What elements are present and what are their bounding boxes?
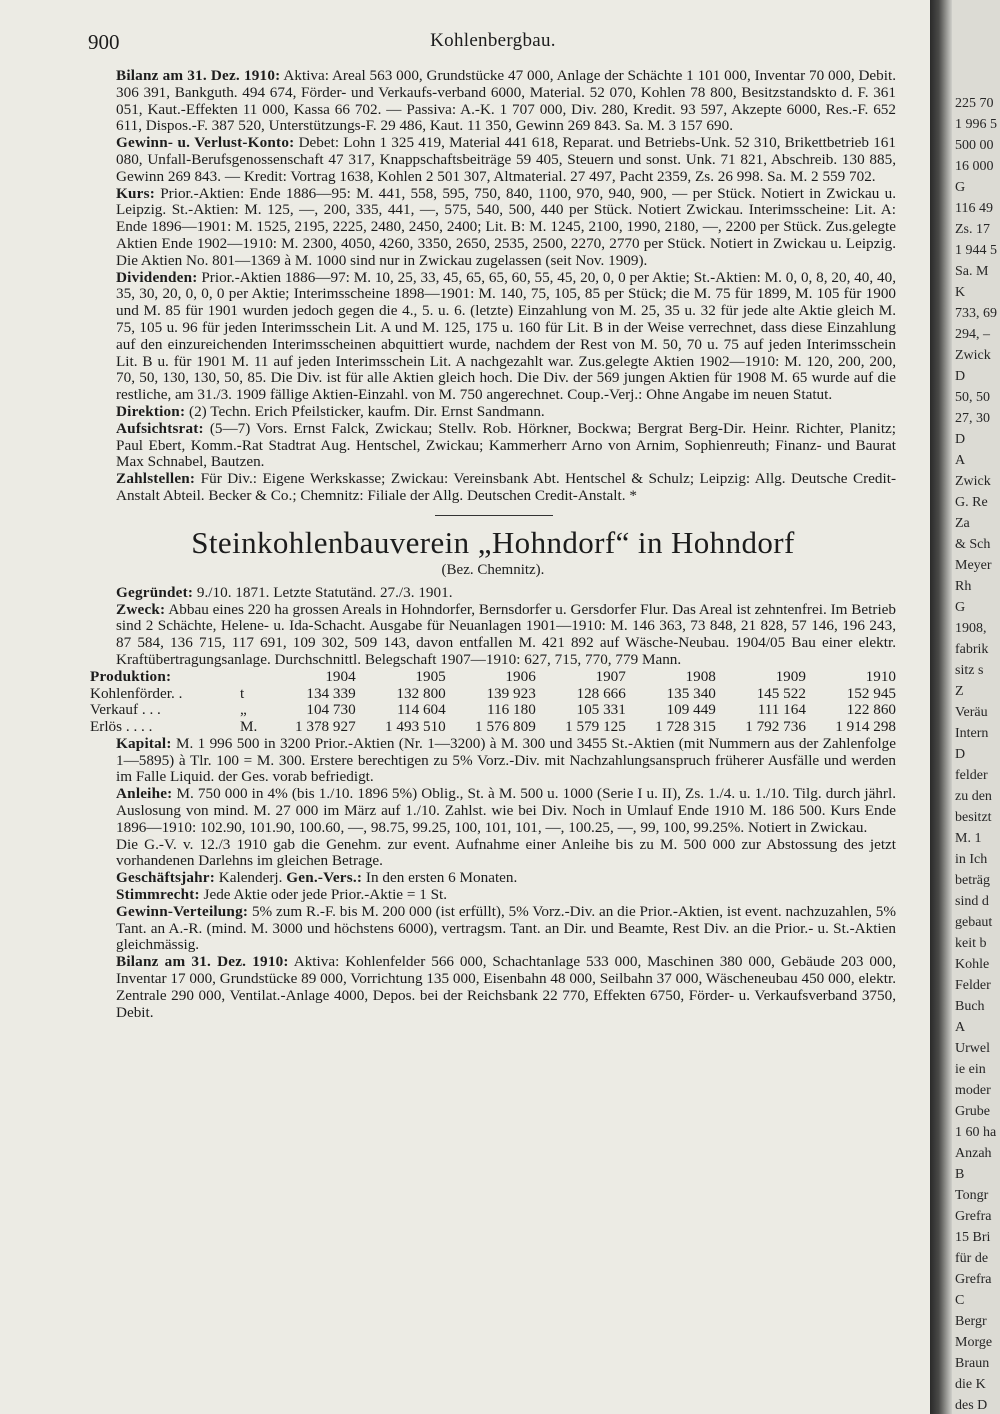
adjacent-page-fragment: D [955,432,966,447]
adjacent-page-fragment: Tongr [955,1188,989,1203]
adjacent-page-fragment: 500 00 [955,138,994,153]
adjacent-page-fragment: des D [955,1398,988,1413]
prev-dividenden-label: Dividenden: [116,268,198,286]
zweck-text: Abbau eines 220 ha grossen Areals in Hohndorfer, Bernsdorfer u. Gersdorfer Flur. Das Areal ist zehntenfrei. Im Betrieb sind 2 Schächte, Helene- u. Ida-Schacht. Ausgabe für Neuanlagen 1901—1910: M. 146 363, 73 848, 21 828, 57 146, 196 243, 87 584, 136 715, 117 691, 109 302, 509 143, davon entfallen M. 421 892 auf Wäsche-Neubau. 1904/05 Bau einer elektr. Kraftübertragungsanlage. Durchschnittl. Belegschaft 1907—1910: 627, 715, 770, 779 Mann. [116,600,896,668]
value-cell: 134 339 [306,684,356,702]
value-cell: 111 164 [757,701,806,719]
anleihe-paragraph [90,786,896,836]
adjacent-page-fragment: B [955,1167,965,1182]
year-cell: 1907 [595,667,626,685]
value-cell: 104 730 [306,701,356,719]
value-cell: 116 180 [487,701,536,719]
prev-direktion-paragraph [90,404,896,421]
adjacent-page-fragment: Anzah [955,1146,992,1161]
year-cell: 1906 [505,667,536,685]
section-divider [90,507,896,519]
adjacent-page-fragment: Grefra [955,1272,992,1287]
gegruendet-label: Gegründet: [116,583,194,601]
adjacent-page-fragment: M. 1 [955,831,982,846]
table-row [90,702,896,719]
adjacent-page-fragment: Intern [955,726,989,741]
value-cell: 1 493 510 [385,718,446,736]
adjacent-page-fragment: Grube [955,1104,990,1119]
value-cell: 1 792 736 [745,718,806,736]
produktion-label: Produktion: [90,667,172,685]
value-cell: 139 923 [486,684,536,702]
geschaeftsjahr-paragraph [90,870,896,887]
year-cell: 1909 [775,667,806,685]
adjacent-page-fragment: keit b [955,936,987,951]
adjacent-page-fragment: A [955,453,966,468]
adjacent-page-fragment: Meyer [955,558,992,573]
text-column [90,68,896,1021]
adjacent-page-fragment: Grefra [955,1209,992,1224]
value-cell: 109 449 [666,701,716,719]
row-unit: „ [240,701,247,719]
adjacent-page-fragment: G. Re [955,495,988,510]
adjacent-page-fragment: ie ein [955,1062,986,1077]
book-gutter [930,0,952,1414]
adjacent-page-fragment: Z [955,684,964,699]
adjacent-page-fragment: beträg [955,873,990,888]
gewinn-verteilung-label: Gewinn-Verteilung: [116,902,249,920]
prev-dividenden-paragraph [90,270,896,404]
row-unit: t [240,684,245,702]
prev-zahlstellen-paragraph [90,471,896,505]
year-cell: 1908 [685,667,716,685]
adjacent-page-fragment: A [955,1020,966,1035]
bilanz-label: Bilanz am 31. Dez. 1910: [116,953,289,971]
adjacent-page-fragment: Kohle [955,957,990,972]
year-cell: 1910 [865,667,896,685]
adjacent-page-fragment: Rh [955,579,972,594]
adjacent-page-fragment: 27, 30 [955,411,990,426]
produktion-table [90,669,896,736]
stimmrecht-text: Jede Aktie oder jede Prior.-Aktie = 1 St. [203,886,448,904]
adjacent-page-fragment: Zs. 17 [955,222,990,237]
adjacent-page-fragment: 733, 69 [955,306,997,321]
adjacent-page-fragment: die K [955,1377,986,1392]
adjacent-page-fragment: sind d [955,894,989,909]
adjacent-page-fragment: K [955,285,966,300]
kapital-paragraph [90,736,896,786]
adjacent-page-fragment: Urwel [955,1041,990,1056]
gewinn-verteilung-text: 5% zum R.-F. bis M. 200 000 (ist erfüllt), 5% Vorz.-Div. an die Prior.-Aktien, ist event. nachzuzahlen, 5% Tant. an A.-R. (mind. M. 3000 und höchstens 6000), vertragsm. Tant. an Dir. und Beamte, Rest Div. an die Prior.- u. St.-Aktien gleichmässig. [116,902,896,954]
adjacent-page-fragment: felder [955,768,988,783]
adjacent-page-fragment: zu den [955,789,992,804]
adjacent-page-fragment: Zwick [955,348,991,363]
gen-vers-label: Gen.-Vers.: [286,869,363,887]
adjacent-page-fragment: Za [955,516,970,531]
adjacent-page-fragment: Bergr [955,1314,987,1329]
year-cell: 1904 [325,667,356,685]
kapital-label: Kapital: [116,734,172,752]
prev-bilanz-text: Aktiva: Areal 563 000, Grundstücke 47 000, Anlage der Schächte 1 101 000, Inventar 70 000, Debit. 306 391, Bankguth. 494 674, Förder- und Verkaufs-verband 6000, Material. 52 070, Kohlen 78 800, Besitzstandskto d. F. 361 051, Kaut.-Effekten 11 000, Kassa 66 702. — Passiva: A.-K. 1 707 000, Div. 280, Kredit. 93 597, Akzepte 6000, Res.-F. 652 611, Dispos.-F. 387 520, Unterstützungs-F. 29 486, Kaut. 11 350, Gewinn 269 843. Sa. M. 3 157 690. [116,67,896,135]
row-name: Kohlenförder. . [90,684,183,702]
prev-aufsichtsrat-label: Aufsichtsrat: [116,419,204,437]
bilanz-text: Aktiva: Kohlenfelder 566 000, Schachtanlage 533 000, Maschinen 380 000, Gebäude 203 000, Inventar 17 000, Grundstücke 89 000, Vorrichtung 135 000, Eisenbahn 48 000, Seilbahn 37 000, Wäscheneubau 450 000, elektr. Zentrale 290 000, Ventilat.-Anlage 4000, Depos. bei der Reichsbank 22 770, Effekten 6750, Förder- u. Verkaufsverband 3750, Debit. [116,953,896,1021]
adjacent-page-strip [952,0,1000,1414]
value-cell: 122 860 [846,701,896,719]
adjacent-page-fragment: & Sch [955,537,991,552]
adjacent-page-fragment: Braun [955,1356,990,1371]
row-name: Verkauf . . . [90,701,161,719]
value-cell: 1 914 298 [835,718,896,736]
adjacent-page-fragment: Morge [955,1335,993,1350]
adjacent-page-fragment: Felder [955,978,991,993]
value-cell: 152 945 [846,684,896,702]
prev-kurs-paragraph [90,186,896,270]
adjacent-page-fragment: 16 000 [955,159,994,174]
adjacent-page-fragment: moder [955,1083,991,1098]
prev-bilanz-paragraph [90,68,896,135]
prev-dividenden-text: Prior.-Aktien 1886—97: M. 10, 25, 33, 45, 65, 65, 60, 55, 45, 20, 0, 0 per Aktie; St.-Aktien: M. 0, 0, 8, 20, 40, 40, 35, 30, 20, 0, 0, 0 per Aktie; Interimsscheine 1898—1901: M. 140, 75, 105, 85 per Stück; die M. 75 für 1899, M. 105 für 1900 und M. 85 für 1901 wurden jedoch gegen die 4., 5. u. 6. (letzte) Einzahlung von M. 25, 35 u. 32 für jede alte Aktie gleich M. 75, 105 u. 96 für jeden Interimsschein Lit. A und M. 125, 175 u. 160 für Lit. B in der Weise verrechnet, dass diese Einzahlung auf den einzureichenden Interimsscheinen abquittiert wurde, nachdem der Rest von M. 50, 70 u. 75 auf jeden Interimsschein Lit. B u. für 1901 M. 11 auf jeden Interimsschein Lit. A nachgezahlt war. Zus.gelegte Aktien 1902—1910: M. 120, 200, 200, 70, 50, 130, 130, 50, 85. Die Div. ist für alle Aktien gleich hoch. Die Div. der 569 jungen Aktien für 1908 M. 65 wurde auf die restliche, am 31./3. 1909 fällige Aktien-Einzahl. von M. 750 angerechnet. Coup.-Verj.: Ohne Angabe im neuen Statut. [116,268,897,404]
value-cell: 132 800 [396,684,446,702]
adjacent-page-fragment: 116 49 [955,201,993,216]
value-cell: 145 522 [756,684,806,702]
prev-zahlstellen-text: Für Div.: Eigene Werkskasse; Zwickau: Vereinsbank Abt. Hentschel & Schulz; Leipzig: Allg. Deutsche Credit-Anstalt Abteil. Becker & Co.; Chemnitz: Filiale der Allg. Deutschen Credit-Anstalt. * [116,470,897,504]
prev-direktion-label: Direktion: [116,402,186,420]
gewinn-verteilung-paragraph [90,904,896,954]
prev-kurs-text: Prior.-Aktien: Ende 1886—95: M. 441, 558, 595, 750, 840, 1100, 970, 940, 900, — per Stück. Notiert in Zwickau u. Leipzig. St.-Aktien: M. 125, —, 200, 335, 441, —, 575, 540, 500, 440 per Stück. Notiert Zwickau. Interimsscheine: Lit. A: Ende 1896—1901: M. 1525, 2195, 2225, 2480, 2450, 2400; Lit. B: M. 1245, 2100, 1990, 2180, —, 2200 per Stück. Zus.gelegte Aktien Ende 1902—1910: M. 2300, 4050, 4260, 3350, 2650, 2535, 2500, 2270, 2770 per Stück. Notiert in Zwickau u. Leipzig. Die Aktien No. 801—1369 à M. 1000 sind nur in Zwickau zugelassen (seit Nov. 1909). [116,184,897,269]
adjacent-page-fragment: Veräu [955,705,988,720]
geschaeftsjahr-text: Kalenderj. [218,869,283,887]
adjacent-page-fragment: in Ich [955,852,988,867]
company-subtitle: (Bez. Chemnitz). [441,561,545,578]
prev-kurs-label: Kurs: [116,184,155,202]
value-cell: 114 604 [396,701,446,719]
prev-zahlstellen-label: Zahlstellen: [116,470,196,488]
value-cell: 105 331 [576,701,626,719]
bilanz-paragraph [90,954,896,1021]
adjacent-page-fragment: 1908, [955,621,987,636]
adjacent-page-fragment: 1 60 ha [955,1125,997,1140]
adjacent-page-fragment: G [955,180,966,195]
adjacent-page-fragment: für de [955,1251,989,1266]
produktion-header-row [90,669,896,686]
gen-vers-text: In den ersten 6 Monaten. [365,869,518,887]
adjacent-page-fragment: fabrik [955,642,989,657]
prev-direktion-text: (2) Techn. Erich Pfeilsticker, kaufm. Dir. Ernst Sandmann. [189,402,545,420]
adjacent-page-fragment: 50, 50 [955,390,990,405]
gegruendet-text: 9./10. 1871. Letzte Statutänd. 27./3. 1901. [196,583,453,601]
adjacent-page-fragment: besitzt [955,810,992,825]
stimmrecht-paragraph [90,887,896,904]
adjacent-page-fragment: D [955,369,966,384]
geschaeftsjahr-label: Geschäftsjahr: [116,869,215,887]
running-title: Kohlenbergbau. [430,30,556,51]
stimmrecht-label: Stimmrecht: [116,886,200,904]
table-row [90,686,896,703]
anleihe-note: Die G.-V. v. 12./3 1910 gab die Genehm. zur event. Aufnahme einer Anleihe bis zu M. 500 000 zur Abstossung des jetzt vorhandenen Darlehns im gleichen Betrage. [116,835,896,870]
company-title: Steinkohlenbauverein „Hohndorf“ in Hohndorf [191,524,795,560]
row-unit: M. [240,718,258,736]
value-cell: 1 579 125 [565,718,626,736]
prev-aufsichtsrat-paragraph [90,421,896,471]
kapital-text: M. 1 996 500 in 3200 Prior.-Aktien (Nr. 1—3200) à M. 300 und 3455 St.-Aktien (mit Nummern aus der Zahlenfolge 1—5895) à Tlr. 100 = M. 300. Erstere berechtigen zu 5% Vorz.-Div. mit Nachzahlungsanspruch früherer Ausfälle und werden im Falle Liquid. der Ges. vorab befriedigt. [116,734,896,786]
adjacent-page-fragment: 1 996 5 [955,117,997,132]
adjacent-page-fragment: D [955,747,966,762]
page-number: 900 [88,30,120,54]
year-cell: 1905 [415,667,446,685]
table-row [90,719,896,736]
prev-bilanz-label: Bilanz am 31. Dez. 1910: [116,67,281,84]
adjacent-page-fragment: 294, – [955,327,990,342]
value-cell: 1 576 809 [475,718,536,736]
prev-guv-paragraph [90,135,896,185]
value-cell: 135 340 [666,684,716,702]
adjacent-page-fragment: G [955,600,966,615]
page-header [88,30,898,58]
adjacent-page-fragment: 225 70 [955,96,994,111]
row-name: Erlös . . . . [90,718,153,736]
zweck-paragraph [90,602,896,669]
value-cell: 1 728 315 [655,718,716,736]
adjacent-page-fragment: Sa. M [955,264,989,279]
prev-guv-text: Debet: Lohn 1 325 419, Material 441 618, Reparat. und Betriebs-Unk. 52 310, Brikettbetrieb 161 080, Unfall-Berufsgenossenschaft 47 317, Knappschaftsbeiträge 59 405, Steuern und sonst. Unk. 71 821, Abschreib. 130 885, Gewinn 269 843. — Kredit: Vortrag 1638, Kohlen 2 501 307, Altmaterial. 27 497, Pacht 2359, Zs. 26 998. Sa. M. 2 559 702. [116,134,896,185]
value-cell: 128 666 [576,684,626,702]
adjacent-page-fragment: sitz s [955,663,984,678]
anleihe-label: Anleihe: [116,785,173,803]
adjacent-page-fragment: Buch [955,999,985,1014]
zweck-label: Zweck: [116,600,166,618]
prev-aufsichtsrat-text: (5—7) Vors. Ernst Falck, Zwickau; Stellv. Rob. Hörkner, Bockwa; Bergrat Berg-Dir. Heinr. Richter, Planitz; Paul Ebert, Komm.-Rat Stadtrat Aug. Hentschel, Zwickau; Kammerherr Arno von Arnim, Sophienreuth; Finanz- und Baurat Max Schnabel, Bautzen. [116,419,897,471]
anleihe-text: M. 750 000 in 4% (bis 1./10. 1896 5%) Oblig., St. à M. 500 u. 1000 (Serie I u. II), Zs. 1./4. u. 1./10. Tilg. durch jährl. Auslosung von mind. M. 27 000 im März auf 1./10. Zahlst. wie bei Div. Noch in Umlauf Ende 1910 M. 186 500. Kurs Ende 1896—1910: 102.90, 101.90, 100.60, —, 98.75, 99.25, 100, 101, 101, —, 100.25, —, 99, 100, 99.25%. Notiert in Zwickau. [116,785,897,836]
gegruendet-paragraph [90,585,896,602]
value-cell: 1 378 927 [294,718,356,736]
adjacent-page-fragment: gebaut [955,915,993,930]
prev-guv-label: Gewinn- u. Verlust-Konto: [116,134,295,152]
adjacent-page-fragment: 15 Bri [955,1230,991,1245]
adjacent-page-fragment: C [955,1293,965,1308]
adjacent-page-fragment: Zwick [955,474,991,489]
adjacent-page-fragment: 1 944 5 [955,243,997,258]
